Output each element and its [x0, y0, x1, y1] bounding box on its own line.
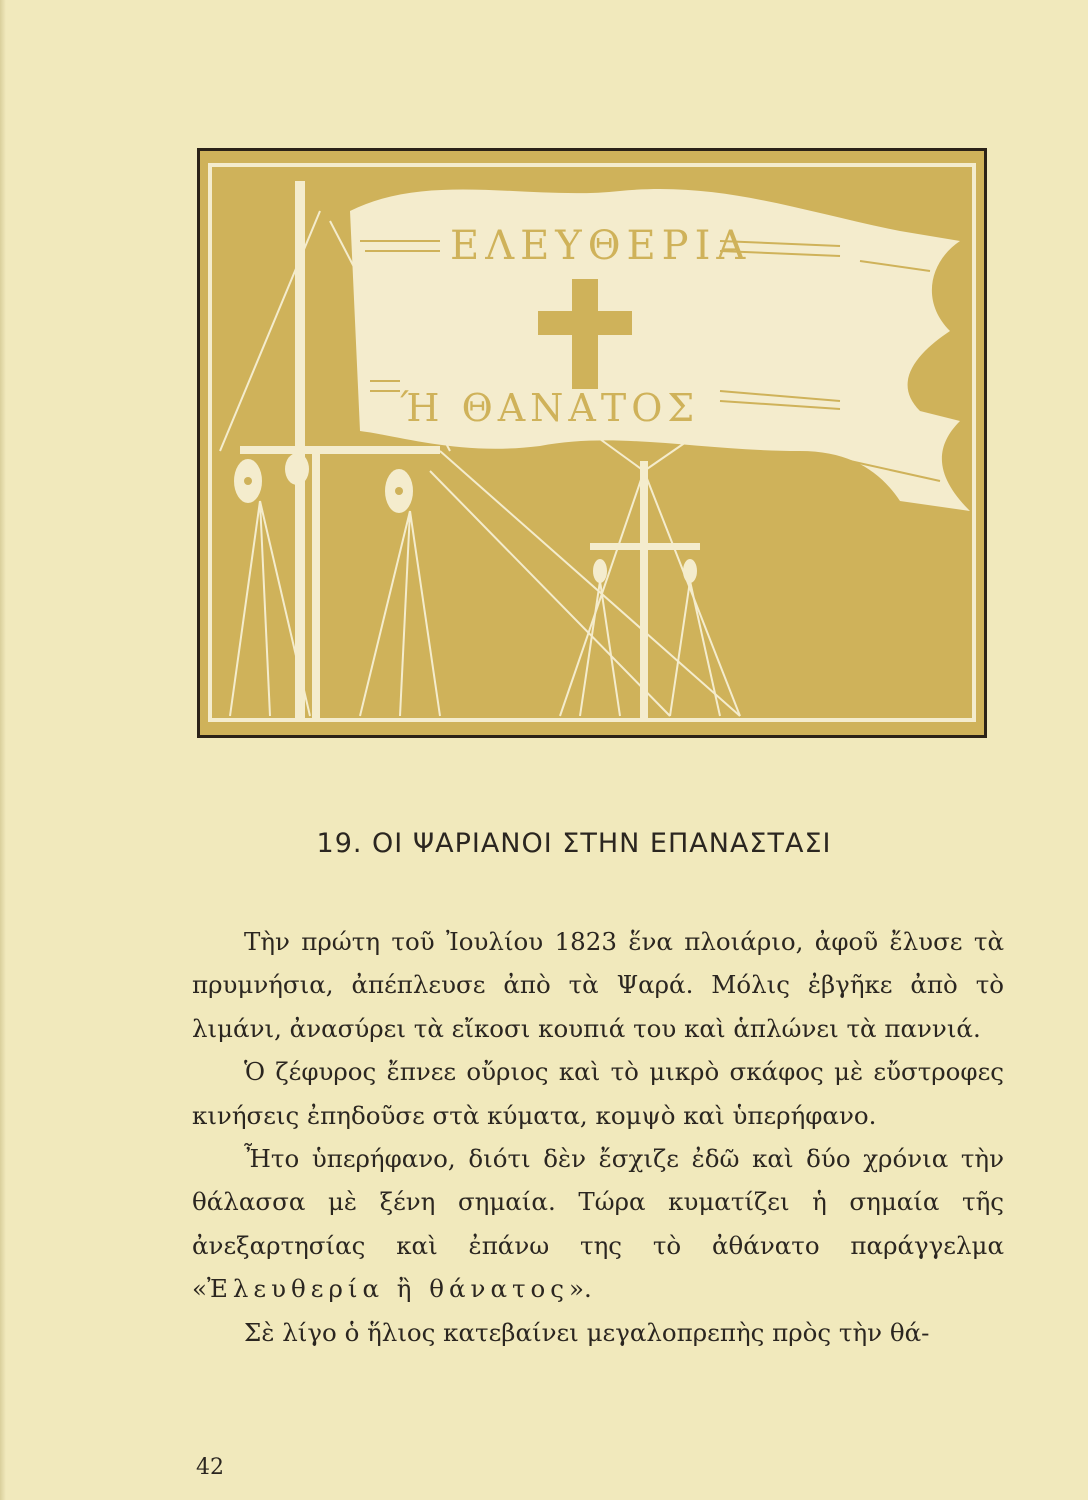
- body-text: [192, 920, 1004, 1354]
- flag-word-death: Ή ΘΑΝΑΤΟΣ: [400, 386, 700, 430]
- paragraph-3-start: Ἦτο ὑπερήφανο, διότι δὲν ἔσχιζε ἐδῶ καὶ δύο χρόνια τὴν θάλασσα μὲ ξένη σημαία. Τώρα κυματίζει ἡ σημαία τῆς ἀνεξαρτησίας καὶ ἐπάνω της τὸ ἀθάνατο παράγγελμα «: [192, 1144, 1004, 1304]
- paragraph-1: Τὴν πρώτη τοῦ Ἰουλίου 1823 ἕνα πλοιάριο, ἀφοῦ ἔλυσε τὰ πρυμνήσια, ἀπέπλευσε ἀπὸ τὰ Ψαρά. Μόλις ἐβγῆκε ἀπὸ τὸ λιμάνι, ἀνασύρει τὰ εἴκοσι κουπιά του καὶ ἁπλώνει τὰ παννιά.: [192, 927, 1004, 1043]
- flag-and-masts-drawing: [200, 151, 984, 735]
- page-edge: [0, 0, 6, 1500]
- motto: Ἐλευθερία ἢ θάνατος: [207, 1274, 570, 1304]
- flag-word-freedom: ΕΛΕΥΘΕΡΙΑ: [450, 223, 752, 269]
- paragraph-3: [192, 1137, 1004, 1311]
- paragraph-4: Σὲ λίγο ὁ ἥλιος κατεβαίνει μεγαλοπρεπὴς πρὸς τὴν θά-: [244, 1317, 930, 1347]
- yard-right: [590, 543, 700, 550]
- paragraph-2: Ὁ ζέφυρος ἔπνεε οὔριος καὶ τὸ μικρὸ σκάφος μὲ εὔστροφες κινήσεις ἐπηδοῦσε στὰ κύματα, κομψὸ καὶ ὑπερήφανο.: [192, 1057, 1004, 1130]
- flag-illustration: [197, 148, 987, 738]
- page-number: 42: [196, 1455, 224, 1480]
- paragraph-3-end: ».: [569, 1274, 592, 1304]
- mast-right: [640, 461, 648, 721]
- yard-left: [240, 446, 440, 454]
- chapter-title: 19. ΟΙ ΨΑΡΙΑΝΟΙ ΣΤΗΝ ΕΠΑΝΑΣΤΑΣΙ: [316, 828, 832, 859]
